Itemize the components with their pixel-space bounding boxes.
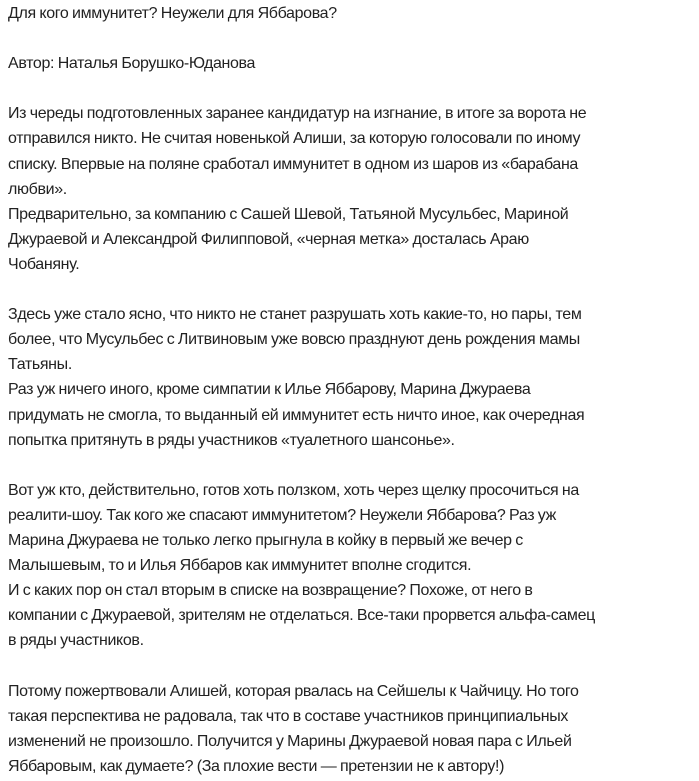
text-line: реалити-шоу. Так кого же спасают иммунитетом? Неужели Яббарова? Раз уж: [8, 506, 556, 524]
text-line: Джураевой и Александрой Филипповой, «черная метка» досталась Араю: [8, 230, 529, 248]
text-line: Здесь уже стало ясно, что никто не станет разрушать хоть какие-то, но пары, тем: [8, 306, 582, 324]
text-line: компании с Джураевой, зрителям не отделаться. Все-таки прорвется альфа-самец: [8, 607, 595, 625]
text-line: И с каких пор он стал вторым в списке на возвращение? Похоже, от него в: [8, 582, 533, 600]
text-line: Чобаняну.: [8, 255, 80, 273]
text-line: придумать не смогла, то выданный ей иммунитет есть ничто иное, как очередная: [8, 406, 585, 424]
text-line: изменений не произошло. Получится у Марины Джураевой новая пара с Ильей: [8, 732, 572, 750]
text-line: Татьяны.: [8, 356, 72, 374]
paragraph-2: [8, 302, 699, 453]
text-line: Из череды подготовленных заранее кандидатур на изгнание, в итоге за ворота не: [8, 105, 587, 123]
text-line: Раз уж ничего иного, кроме симпатии к Илье Яббарову, Марина Джураева: [8, 381, 531, 399]
text-line: Малышевым, то и Илья Яббаров как иммунитет вполне сгодится.: [8, 557, 472, 575]
text-line: в ряды участников.: [8, 632, 144, 650]
paragraph-3: [8, 478, 699, 654]
text-line: Вот уж кто, действительно, готов хоть ползком, хоть через щелку просочиться на: [8, 481, 579, 499]
text-line: любви».: [8, 180, 67, 198]
article-author: Автор: Наталья Борушко-Юданова: [8, 55, 256, 73]
paragraph-1: [8, 101, 699, 277]
text-line: Марина Джураева не только легко прыгнула в койку в первый же вечер с: [8, 531, 523, 549]
text-line: более, что Мусульбес с Литвиновым уже вовсю празднуют день рождения мамы: [8, 331, 580, 349]
text-line: Потому пожертвовали Алишей, которая рвалась на Сейшелы к Чайчицу. Но того: [8, 682, 579, 700]
text-line: Яббаровым, как думаете? (За плохие вести — претензии не к автору!): [8, 757, 505, 775]
text-line: списку. Впервые на поляне сработал иммунитет в одном из шаров из «барабана: [8, 155, 578, 173]
text-line: попытка притянуть в ряды участников «туалетного шансонье».: [8, 431, 455, 449]
paragraph-4: [8, 679, 699, 779]
text-line: такая перспектива не радовала, так что в составе участников принципиальных: [8, 707, 569, 725]
text-line: отправился никто. Не считая новенькой Алиши, за которую голосовали по иному: [8, 130, 581, 148]
text-line: Предварительно, за компанию с Сашей Шевой, Татьяной Мусульбес, Мариной: [8, 205, 569, 223]
article-title: Для кого иммунитет? Неужели для Яббарова?: [8, 5, 337, 22]
